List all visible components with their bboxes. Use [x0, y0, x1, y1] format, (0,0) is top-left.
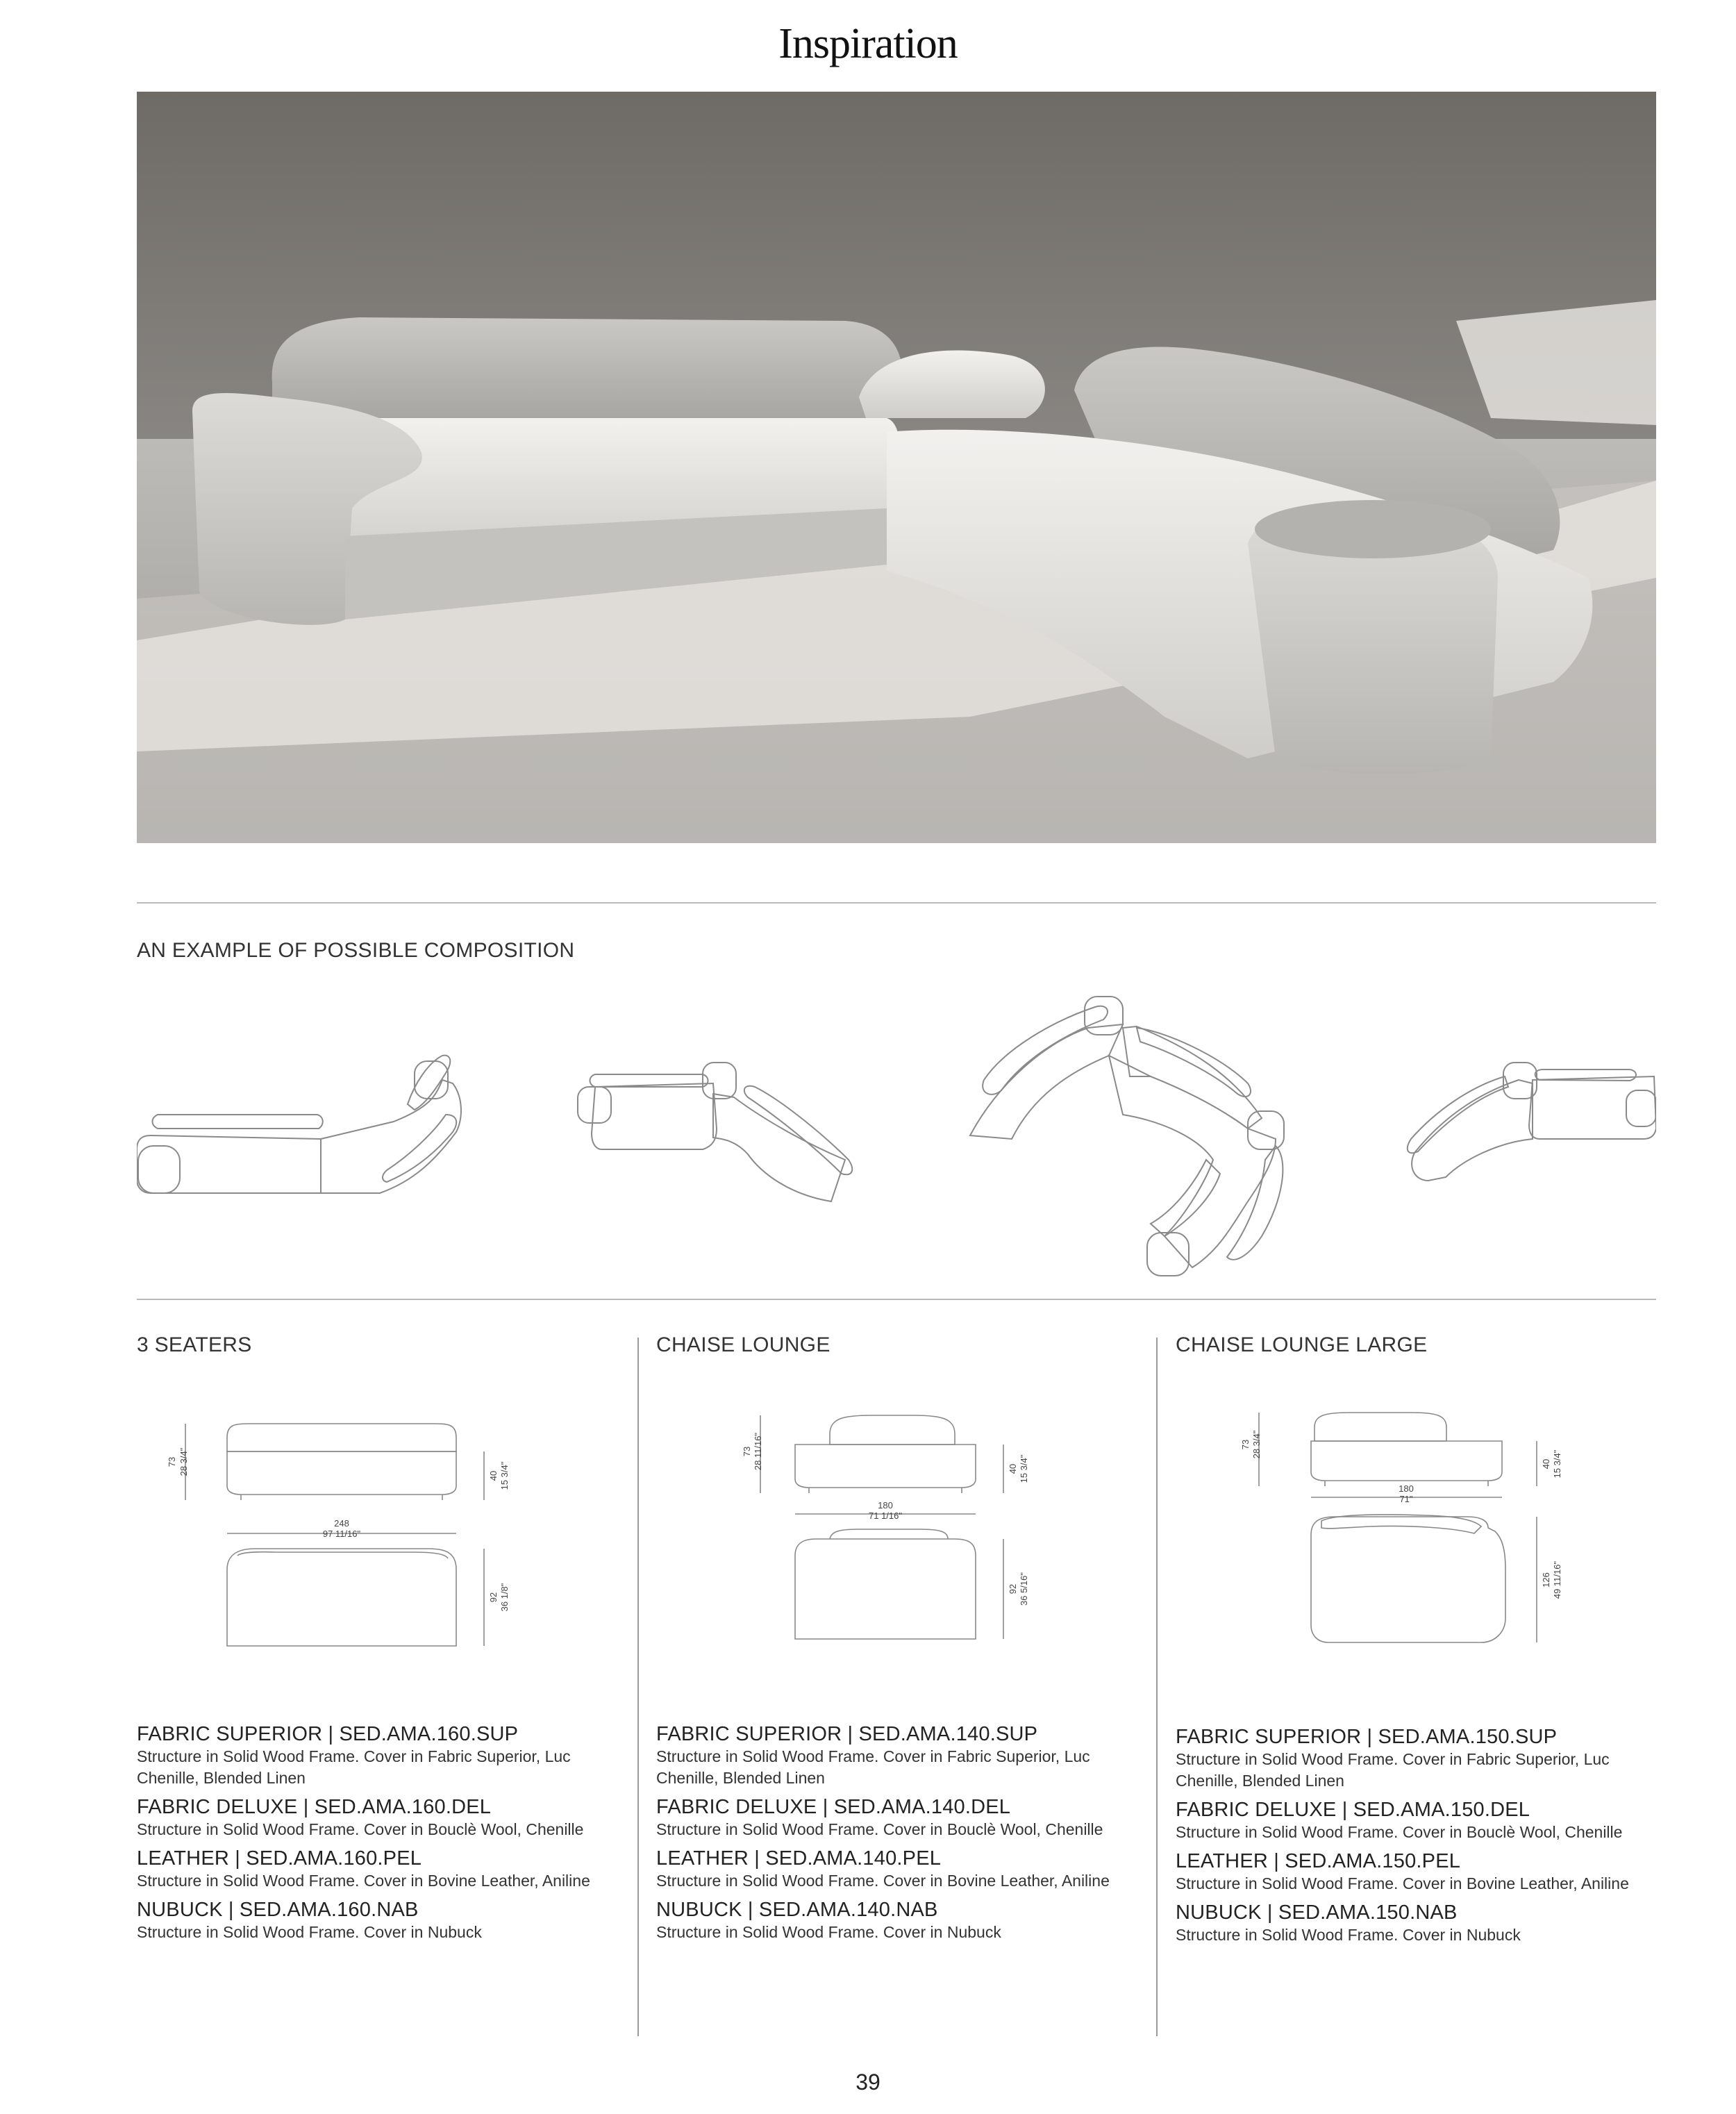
spec-list	[656, 1722, 1142, 1949]
spec-desc: Structure in Solid Wood Frame. Cover in Fabric Superior, Luc Chenille, Blended Linen	[137, 1747, 571, 1787]
spec-desc: Structure in Solid Wood Frame. Cover in Bouclè Wool, Chenille	[656, 1820, 1103, 1838]
dim-depth: 92	[1008, 1583, 1018, 1595]
spec-item	[656, 1795, 1142, 1840]
technical-drawing	[137, 1410, 623, 1674]
spec-item	[656, 1898, 1142, 1943]
dim-seat-in: 15 3/4"	[1019, 1454, 1029, 1483]
spec-title: LEATHER | SED.AMA.160.PEL	[137, 1847, 422, 1870]
spec-desc: Structure in Solid Wood Frame. Cover in Fabric Superior, Luc Chenille, Blended Linen	[1176, 1750, 1610, 1790]
spec-item	[137, 1795, 623, 1840]
technical-drawing	[656, 1410, 1142, 1674]
dim-width-in: 97 11/16"	[322, 1529, 361, 1539]
dim-width: 248	[334, 1518, 349, 1529]
product-name: CHAISE LOUNGE	[656, 1333, 831, 1356]
spec-desc: Structure in Solid Wood Frame. Cover in Bouclè Wool, Chenille	[1176, 1823, 1623, 1841]
product-name: 3 SEATERS	[137, 1333, 252, 1356]
spec-item	[1176, 1798, 1662, 1843]
spec-title: NUBUCK | SED.AMA.160.NAB	[137, 1899, 419, 1921]
dim-seat: 40	[1008, 1463, 1018, 1474]
spec-title: NUBUCK | SED.AMA.140.NAB	[656, 1899, 938, 1921]
spec-item	[137, 1847, 623, 1892]
composition-1	[137, 1056, 461, 1193]
dim-height-in: 28 3/4"	[1251, 1430, 1262, 1459]
spec-list	[137, 1722, 623, 1949]
dim-height-in: 28 3/4"	[178, 1447, 189, 1476]
spec-desc: Structure in Solid Wood Frame. Cover in Nubuck	[1176, 1926, 1521, 1944]
spec-list	[1176, 1725, 1662, 1952]
dim-depth: 92	[488, 1592, 499, 1603]
divider-top	[137, 902, 1656, 904]
spec-item	[1176, 1849, 1662, 1895]
spec-item	[1176, 1901, 1662, 1946]
page-title: Inspiration	[778, 20, 958, 67]
dim-depth-in: 49 11/16"	[1552, 1560, 1562, 1599]
spec-desc: Structure in Solid Wood Frame. Cover in Fabric Superior, Luc Chenille, Blended Linen	[656, 1747, 1090, 1787]
composition-heading: AN EXAMPLE OF POSSIBLE COMPOSITION	[137, 939, 575, 962]
column-divider-2	[1156, 1338, 1158, 2036]
dim-width: 180	[878, 1500, 893, 1510]
spec-title: LEATHER | SED.AMA.140.PEL	[656, 1847, 942, 1870]
spec-item	[137, 1898, 623, 1943]
dim-width: 180	[1399, 1483, 1414, 1494]
spec-desc: Structure in Solid Wood Frame. Cover in Bouclè Wool, Chenille	[137, 1820, 584, 1838]
spec-desc: Structure in Solid Wood Frame. Cover in Bovine Leather, Aniline	[656, 1872, 1110, 1890]
spec-title: FABRIC DELUXE | SED.AMA.150.DEL	[1176, 1799, 1530, 1821]
dim-seat: 40	[488, 1470, 499, 1481]
composition-2	[578, 1063, 852, 1201]
spec-item	[137, 1722, 623, 1789]
dim-height: 73	[167, 1456, 177, 1467]
dim-width-in: 71"	[1399, 1494, 1413, 1504]
composition-4	[1408, 1063, 1656, 1181]
spec-title: LEATHER | SED.AMA.150.PEL	[1176, 1850, 1461, 1872]
spec-desc: Structure in Solid Wood Frame. Cover in Bovine Leather, Aniline	[1176, 1874, 1629, 1892]
spec-item	[656, 1722, 1142, 1789]
dim-seat-in: 15 3/4"	[1552, 1449, 1562, 1479]
dim-seat: 40	[1541, 1458, 1551, 1470]
dim-height: 73	[1240, 1439, 1251, 1450]
dim-depth-in: 36 5/16"	[1019, 1572, 1029, 1606]
product-chaise-lounge-large	[1176, 1333, 1662, 2042]
product-name: CHAISE LOUNGE LARGE	[1176, 1333, 1428, 1356]
column-divider-1	[637, 1338, 639, 2036]
spec-title: FABRIC SUPERIOR | SED.AMA.150.SUP	[1176, 1726, 1558, 1748]
hero-sofa-photo	[137, 92, 1656, 843]
spec-item	[1176, 1725, 1662, 1792]
divider-middle	[137, 1299, 1656, 1300]
spec-desc: Structure in Solid Wood Frame. Cover in Nubuck	[656, 1923, 1001, 1941]
dim-seat-in: 15 3/4"	[499, 1461, 510, 1490]
spec-title: FABRIC DELUXE | SED.AMA.140.DEL	[656, 1796, 1011, 1818]
spec-desc: Structure in Solid Wood Frame. Cover in Nubuck	[137, 1923, 482, 1941]
dim-depth: 126	[1541, 1572, 1551, 1588]
technical-drawing	[1176, 1410, 1662, 1674]
composition-3	[970, 997, 1284, 1276]
dim-width-in: 71 1/16"	[869, 1510, 902, 1521]
spec-title: FABRIC DELUXE | SED.AMA.160.DEL	[137, 1796, 492, 1818]
composition-examples	[137, 972, 1656, 1292]
spec-desc: Structure in Solid Wood Frame. Cover in Bovine Leather, Aniline	[137, 1872, 590, 1890]
page-number: 39	[856, 2070, 880, 2095]
dim-height-in: 28 11/16"	[753, 1432, 763, 1471]
dim-depth-in: 36 1/8"	[499, 1583, 510, 1612]
product-chaise-lounge	[656, 1333, 1142, 2042]
spec-item	[656, 1847, 1142, 1892]
spec-title: FABRIC SUPERIOR | SED.AMA.140.SUP	[656, 1723, 1038, 1745]
spec-title: NUBUCK | SED.AMA.150.NAB	[1176, 1901, 1458, 1924]
dim-height: 73	[742, 1446, 752, 1457]
spec-title: FABRIC SUPERIOR | SED.AMA.160.SUP	[137, 1723, 519, 1745]
product-3-seaters	[137, 1333, 623, 2042]
